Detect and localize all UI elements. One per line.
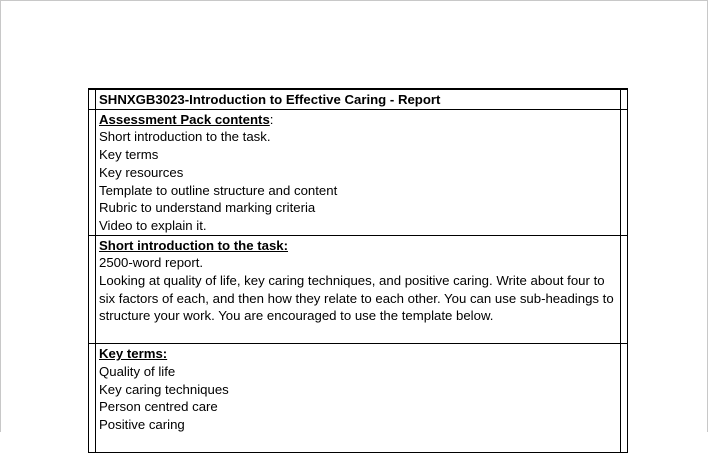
pack-contents-heading-line: [99, 111, 617, 129]
intro-word-count: 2500-word report.: [99, 255, 204, 271]
key-terms-spacer: [99, 434, 617, 452]
intro-row: [89, 236, 627, 345]
intro-heading: Short introduction to the task:: [99, 237, 289, 253]
table-title-row: [89, 90, 627, 110]
key-terms-row: [89, 344, 627, 452]
key-term-item: Positive caring: [99, 416, 185, 432]
pack-contents-heading: Assessment Pack contents: [99, 111, 270, 127]
intro-description: Looking at quality of life, key caring techniques, and positive caring. Write about four to six factors of each, and then how they relate to each other. You can use sub-headings to structure your work. You are encouraged to use the template below.: [99, 273, 614, 324]
table-inner-border-left: [95, 90, 96, 452]
assessment-table: [88, 88, 628, 453]
pack-item: Template to outline structure and content: [99, 182, 338, 198]
pack-item: Key terms: [99, 147, 159, 163]
key-term-item: Key caring techniques: [99, 381, 229, 397]
pack-contents-row: [89, 110, 627, 236]
pack-item: Video to explain it.: [99, 217, 207, 233]
pack-contents-colon: :: [269, 111, 274, 127]
document-title: SHNXGB3023-Introduction to Effective Caring - Report: [99, 92, 441, 107]
intro-spacer: [99, 325, 617, 343]
key-term-item: Quality of life: [99, 363, 176, 379]
table-inner-border-right: [620, 90, 621, 452]
key-term-item: Person centred care: [99, 399, 218, 415]
key-terms-heading: Key terms:: [99, 346, 168, 362]
pack-item: Rubric to understand marking criteria: [99, 200, 316, 216]
pack-item: Key resources: [99, 164, 184, 180]
pack-item: Short introduction to the task.: [99, 129, 271, 145]
